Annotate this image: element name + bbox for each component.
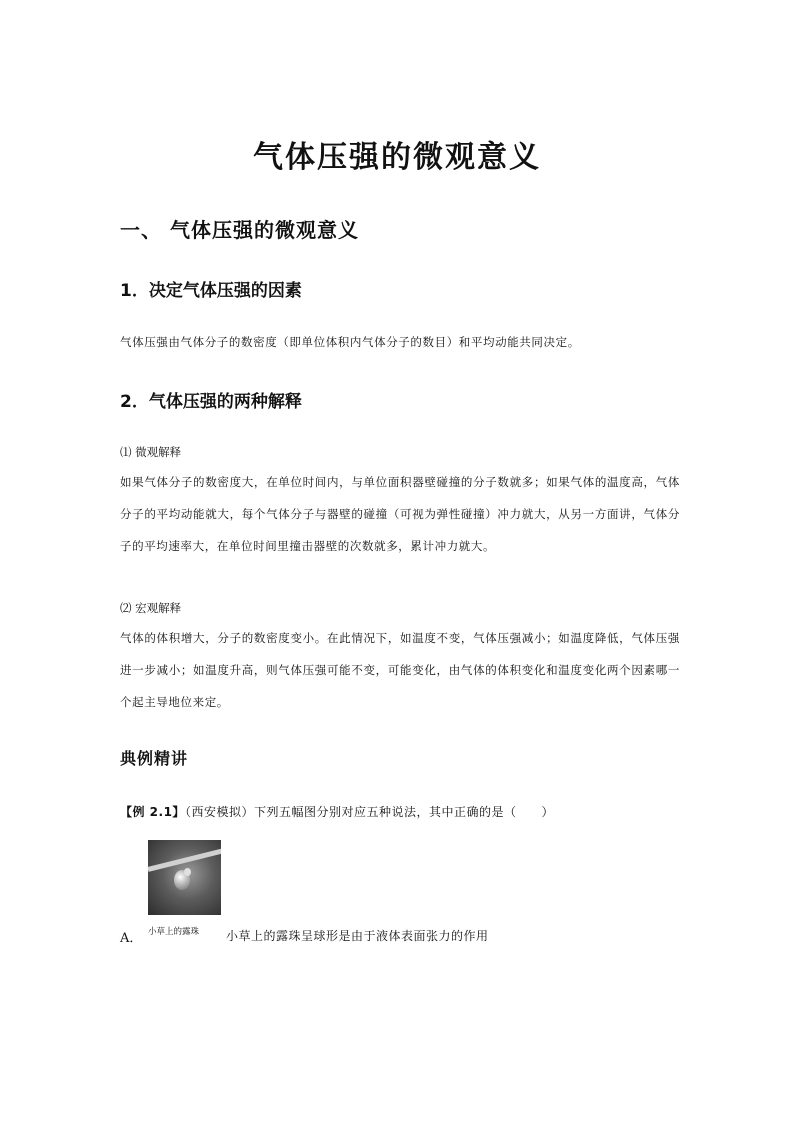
example-label: 【例 2.1】 (120, 805, 185, 819)
dewdrop-photo (148, 840, 221, 915)
item-label-macro: ⑵ 宏观解释 (120, 601, 182, 615)
photo-caption: 小草上的露珠 (148, 927, 200, 937)
section-heading: 一、 气体压强的微观意义 (120, 218, 359, 242)
paragraph-macro: 气体的体积增大，分子的数密度变小。在此情况下，如温度不变，气体压强减小；如温度降低，气体压强进一步减小；如温度升高，则气体压强可能不变，可能变化，由气体的体积变化和温度变化两个因素哪一个起主导地位来定。 (120, 631, 680, 709)
subsection-heading-2: 2．气体压强的两种解释 (120, 392, 302, 412)
item-label-micro: ⑴ 微观解释 (120, 445, 182, 459)
paragraph-micro: 如果气体分子的数密度大，在单位时间内，与单位面积器壁碰撞的分子数就多；如果气体的温度高，气体分子的平均动能就大，每个气体分子与器壁的碰撞（可视为弹性碰撞）冲力就大，从另一方面讲，气体分子的平均速率大，在单位时间里撞击器壁的次数就多，累计冲力就大。 (120, 475, 680, 553)
page-title: 气体压强的微观意义 (253, 140, 541, 175)
example-text: （西安模拟）下列五幅图分别对应五种说法，其中正确的是（ ） (184, 805, 554, 819)
option-a-text: 小草上的露珠呈球形是由于液体表面张力的作用 (226, 929, 489, 943)
examples-heading: 典例精讲 (120, 749, 189, 768)
dewdrop-small (184, 868, 191, 876)
example-question (120, 803, 554, 820)
subsection-heading-1: 1．决定气体压强的因素 (120, 281, 302, 301)
option-a-letter: A． (120, 931, 143, 946)
paragraph-factors: 气体压强由气体分子的数密度（即单位体积内气体分子的数目）和平均动能共同决定。 (120, 335, 580, 349)
